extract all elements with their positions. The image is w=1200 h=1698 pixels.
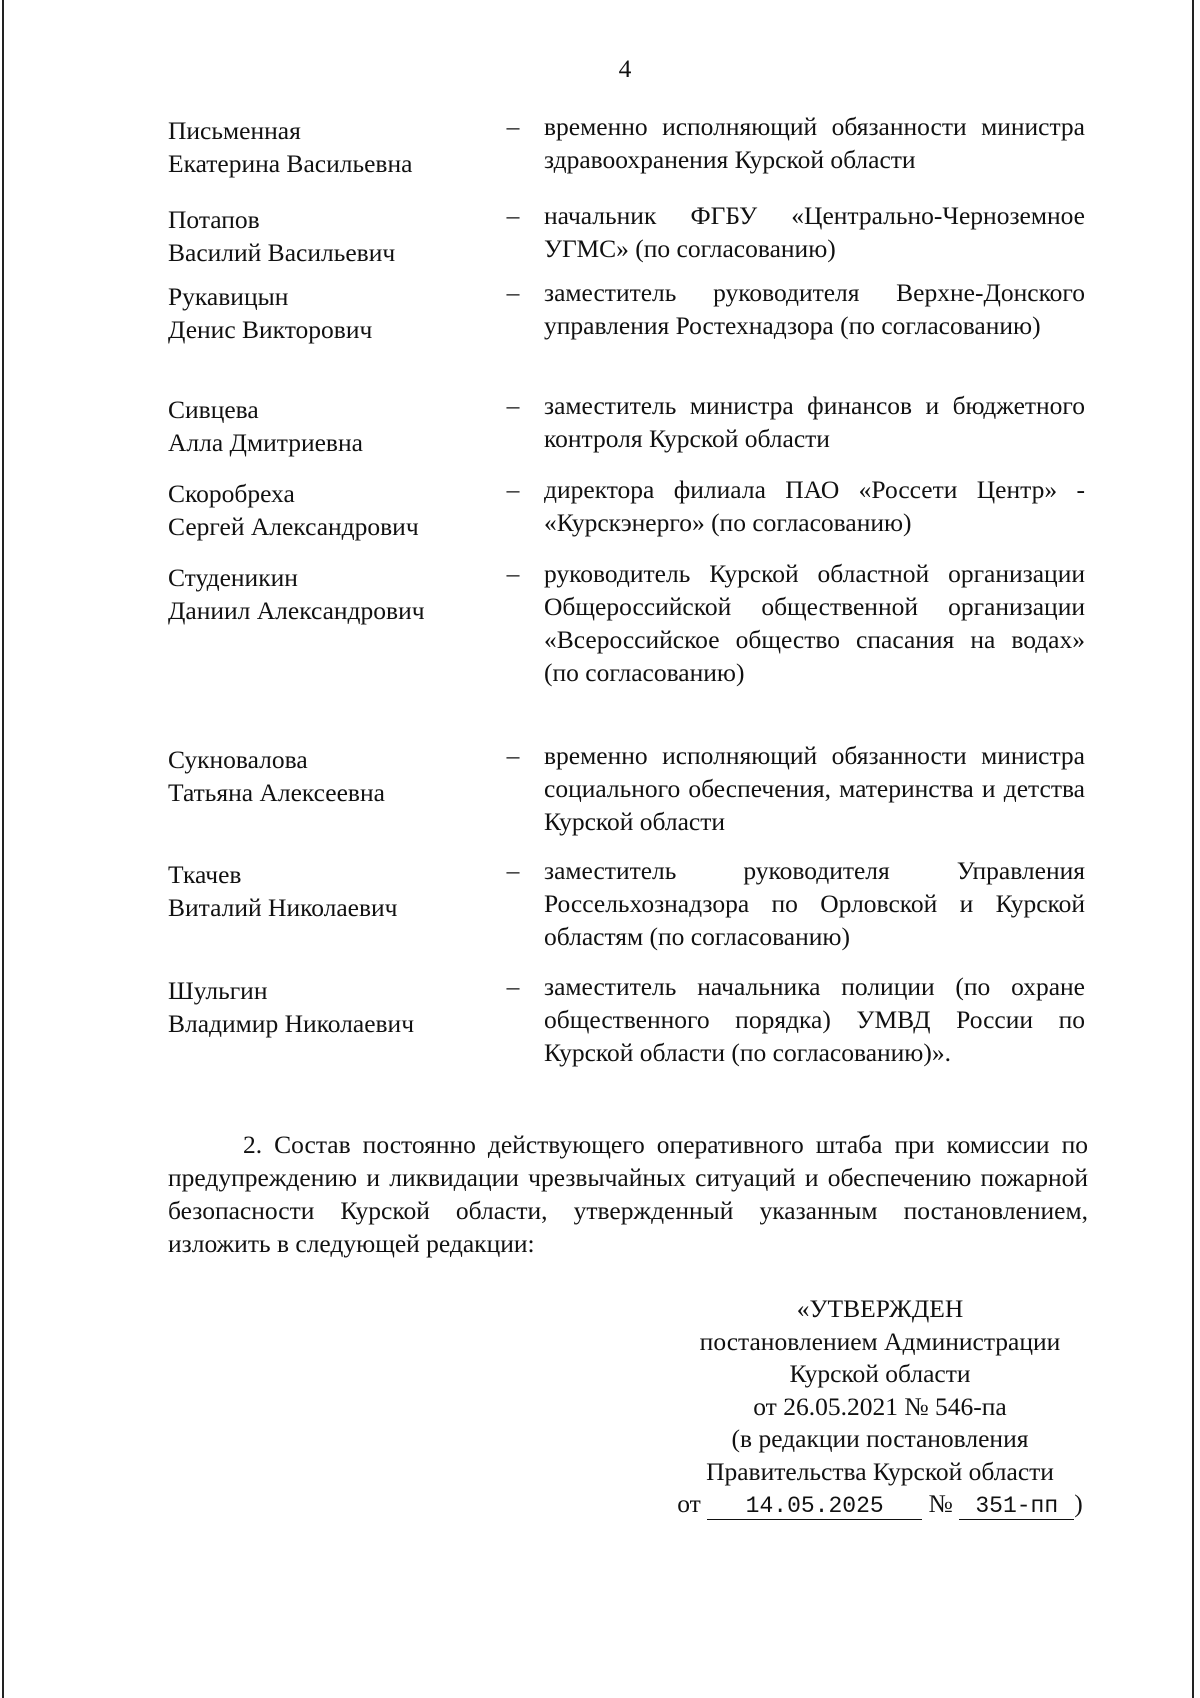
member-name: Рукавицын Денис Викторович xyxy=(168,282,373,344)
approval-heading: «УТВЕРЖДЕН xyxy=(796,1294,964,1323)
members-list xyxy=(168,110,1088,1080)
member-name: Потапов Василий Васильевич xyxy=(168,205,396,267)
member-row xyxy=(168,854,1088,970)
member-role: временно исполняющий обязанности министра здравоохранения Курской области xyxy=(544,112,1085,174)
member-row xyxy=(168,970,1088,1080)
member-row xyxy=(168,739,1088,854)
member-role: директора филиала ПАО «Россети Центр» - «Курскэнерго» (по согласованию) xyxy=(544,475,1085,537)
member-role: заместитель руководителя Управления Россельхознадзора по Орловской и Курской областям (по согласованию) xyxy=(544,856,1085,951)
member-dash: – xyxy=(506,856,520,885)
approval-line: Правительства Курской области xyxy=(706,1456,1054,1486)
member-dash: – xyxy=(506,391,520,420)
member-row xyxy=(168,389,1088,473)
approval-block xyxy=(660,1293,1100,1521)
close-paren: ) xyxy=(1074,1489,1083,1518)
member-role: начальник ФГБУ «Центрально-Черноземное УГМС» (по согласованию) xyxy=(544,201,1085,263)
approval-line: постановлением Администрации xyxy=(699,1326,1061,1356)
member-name: Письменная Екатерина Васильевна xyxy=(168,116,413,178)
member-role: руководитель Курской областной организации Общероссийской общественной организации «Всероссийское общество спасания на водах» (по согласованию) xyxy=(544,559,1085,687)
member-dash: – xyxy=(506,278,520,307)
member-dash: – xyxy=(506,475,520,504)
member-name: Ткачев Виталий Николаевич xyxy=(168,860,398,922)
member-row xyxy=(168,473,1088,557)
member-role: временно исполняющий обязанности министра социального обеспечения, материнства и детства Курской области xyxy=(544,741,1085,836)
member-dash: – xyxy=(506,972,520,1001)
section-2-paragraph: 2. Состав постоянно действующего оперативного штаба при комиссии по предупреждению и ликвидации чрезвычайных ситуаций и обеспечению пожарной безопасности Курской области, утвержденный указанным постановлением, изложить в следующей редакции: xyxy=(168,1130,1088,1258)
member-dash: – xyxy=(506,559,520,588)
member-row xyxy=(168,557,1088,739)
member-name: Сукновалова Татьяна Алексеевна xyxy=(168,745,385,807)
page-number: 4 xyxy=(618,54,632,83)
member-row xyxy=(168,276,1088,389)
member-name: Сивцева Алла Дмитриевна xyxy=(168,395,363,457)
member-row xyxy=(168,199,1088,276)
number-field: 351-пп xyxy=(959,1493,1074,1520)
member-row xyxy=(168,110,1088,199)
member-dash: – xyxy=(506,201,520,230)
member-dash: – xyxy=(506,112,520,141)
member-dash: – xyxy=(506,741,520,770)
approval-line: от 26.05.2021 № 546-па xyxy=(753,1391,1007,1421)
approval-line: (в редакции постановления xyxy=(731,1424,1029,1453)
scan-edge-left xyxy=(2,0,4,1698)
member-role: заместитель министра финансов и бюджетного контроля Курской области xyxy=(544,391,1085,453)
number-sign: № xyxy=(928,1489,953,1518)
scan-edge-right xyxy=(1192,0,1194,1698)
date-field: 14.05.2025 xyxy=(707,1493,922,1520)
date-prefix: от xyxy=(677,1489,701,1518)
member-name: Скоробреха Сергей Александрович xyxy=(168,479,419,541)
approval-date-line xyxy=(660,1488,1100,1521)
member-role: заместитель руководителя Верхне-Донского управления Ростехнадзора (по согласованию) xyxy=(544,278,1085,340)
member-name: Шульгин Владимир Николаевич xyxy=(168,976,415,1038)
approval-line: Курской области xyxy=(789,1359,971,1388)
member-role: заместитель начальника полиции (по охране общественного порядка) УМВД России по Курской области (по согласованию)». xyxy=(544,972,1085,1067)
member-name: Студеникин Даниил Александрович xyxy=(168,563,425,625)
